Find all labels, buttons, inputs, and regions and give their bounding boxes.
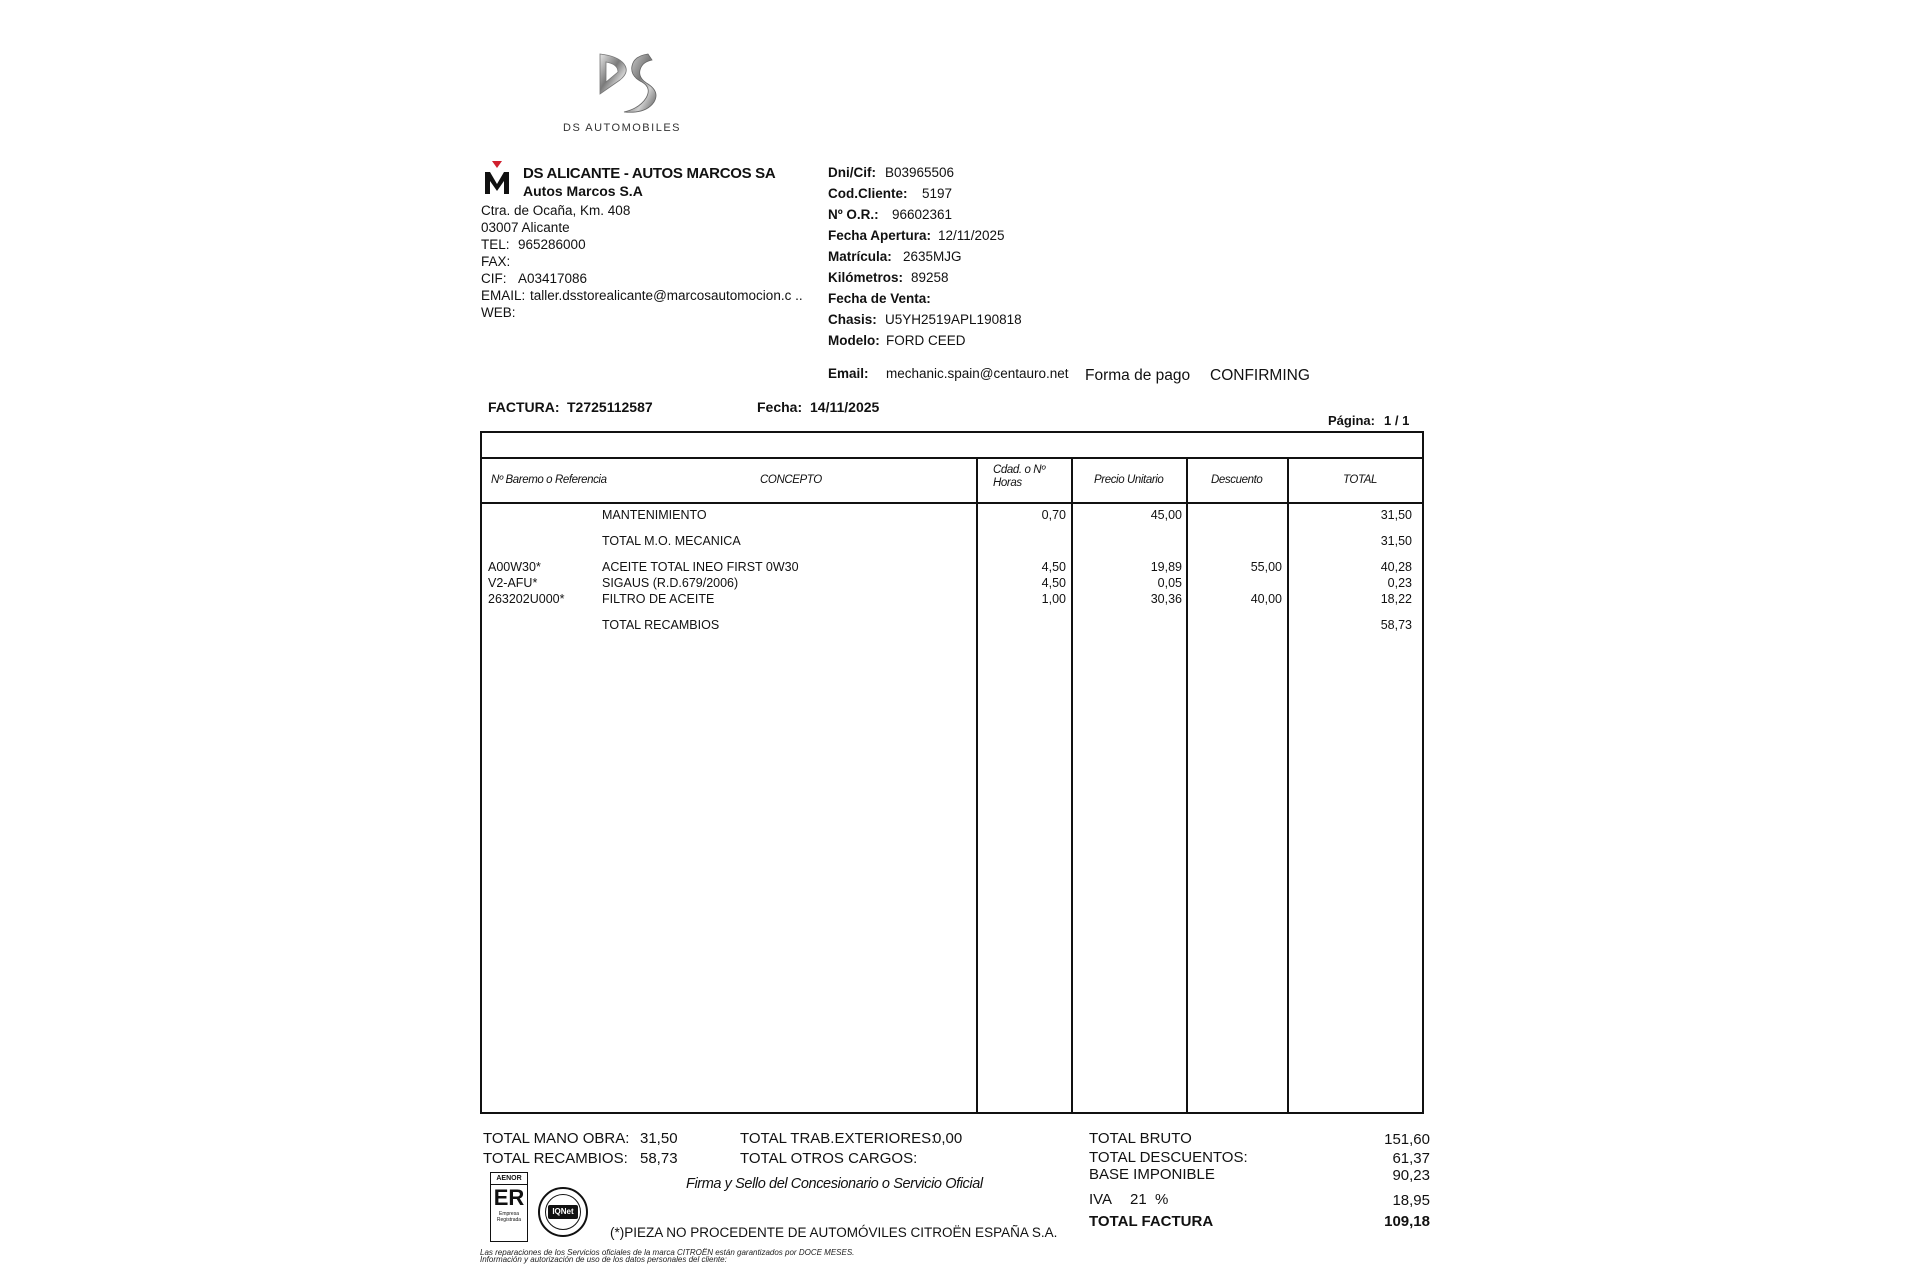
or-value: 96602361 xyxy=(892,207,953,222)
row-referencia: 263202U000* xyxy=(488,592,565,606)
dni-label: Dni/Cif: xyxy=(828,165,876,180)
aenor-label: AENOR xyxy=(491,1175,527,1185)
row-referencia: V2-AFU* xyxy=(488,576,538,590)
header-concepto: CONCEPTO xyxy=(760,474,822,486)
header-descuento: Descuento xyxy=(1211,474,1263,486)
factura-label: FACTURA: xyxy=(488,399,560,415)
dealer-fax-label: FAX: xyxy=(481,254,511,269)
fecha-value: 14/11/2025 xyxy=(810,399,880,415)
forma-pago-label: Forma de pago xyxy=(1085,367,1191,384)
chasis-value: U5YH2519APL190818 xyxy=(885,312,1022,327)
row-total: 31,50 xyxy=(1380,508,1412,522)
dealer-cif: A03417086 xyxy=(518,271,588,286)
factura-number: T2725112587 xyxy=(567,399,653,415)
row-concepto: SIGAUS (R.D.679/2006) xyxy=(602,576,739,590)
row-total: 40,28 xyxy=(1380,560,1412,574)
table-header-bottom-rule xyxy=(480,502,1424,504)
brand-logo-text: DS AUTOMOBILES xyxy=(563,122,681,134)
modelo-value: FORD CEED xyxy=(886,333,966,348)
col-divider-cantidad xyxy=(976,457,978,1114)
cod-cliente-label: Cod.Cliente: xyxy=(828,186,908,201)
iva-percent: 21 % xyxy=(1130,1191,1169,1208)
iqnet-seal xyxy=(538,1187,588,1237)
row-precio: 0,05 xyxy=(1157,576,1182,590)
kilometros-value: 89258 xyxy=(911,270,949,285)
total-mano-obra-label: TOTAL MANO OBRA: xyxy=(483,1130,630,1147)
total-recambios-value: 58,73 xyxy=(640,1150,678,1167)
row-cantidad: 0,70 xyxy=(1041,508,1066,522)
fecha-label: Fecha: xyxy=(757,399,803,415)
total-descuentos-label: TOTAL DESCUENTOS: xyxy=(1089,1149,1248,1166)
matricula-value: 2635MJG xyxy=(903,249,962,264)
pieza-notice: (*)PIEZA NO PROCEDENTE DE AUTOMÓVILES CITROËN ESPAÑA S.A. xyxy=(610,1225,1058,1240)
row-referencia: A00W30* xyxy=(488,560,541,574)
iva-value: 18,95 xyxy=(1392,1192,1430,1209)
privacy-fine-print: Información y autorización de uso de los datos personales del cliente: xyxy=(480,1255,727,1264)
header-total: TOTAL xyxy=(1343,474,1377,486)
total-descuentos-value: 61,37 xyxy=(1392,1150,1430,1167)
dealer-cif-label: CIF: xyxy=(481,271,507,286)
total-factura-value: 109,18 xyxy=(1384,1213,1430,1230)
row-cantidad: 1,00 xyxy=(1041,592,1066,606)
total-bruto-value: 151,60 xyxy=(1384,1131,1430,1148)
fecha-apertura-value: 12/11/2025 xyxy=(938,228,1005,243)
dealer-subname: Autos Marcos S.A xyxy=(523,183,643,199)
row-concepto: MANTENIMIENTO xyxy=(602,508,707,522)
row-descuento: 40,00 xyxy=(1250,592,1282,606)
autos-marcos-logo xyxy=(484,160,510,196)
kilometros-label: Kilómetros: xyxy=(828,270,904,285)
pagina-value: 1 / 1 xyxy=(1384,413,1410,428)
table-header-top-rule xyxy=(480,457,1424,459)
fecha-apertura-label: Fecha Apertura: xyxy=(828,228,932,243)
cod-cliente-value: 5197 xyxy=(922,186,953,201)
col-divider-total xyxy=(1287,457,1289,1114)
aenor-er-seal xyxy=(490,1172,528,1242)
row-cantidad: 4,50 xyxy=(1041,576,1066,590)
iqnet-label: IQNet xyxy=(548,1205,578,1219)
dealer-address-2: 03007 Alicante xyxy=(481,220,570,235)
empresa-registrada-label: Empresa Registrada xyxy=(496,1211,522,1223)
warranty-fine-print: Las reparaciones de los Servicios oficiales de la marca CITROËN están garantizados por DOCE MESES. xyxy=(480,1248,855,1257)
total-trab-ext-label: TOTAL TRAB.EXTERIORES: xyxy=(740,1130,936,1147)
row-precio: 45,00 xyxy=(1150,508,1182,522)
dni-value: B03965506 xyxy=(885,165,955,180)
firma-sello-label: Firma y Sello del Concesionario o Servicio Oficial xyxy=(686,1176,983,1192)
total-trab-ext-value: 0,00 xyxy=(933,1130,963,1147)
col-divider-precio xyxy=(1071,457,1073,1114)
row-precio: 19,89 xyxy=(1150,560,1182,574)
dealer-name: DS ALICANTE - AUTOS MARCOS SA xyxy=(523,165,776,182)
total-bruto-label: TOTAL BRUTO xyxy=(1089,1130,1192,1147)
matricula-label: Matrícula: xyxy=(828,249,892,264)
email-label: Email: xyxy=(828,366,869,381)
col-divider-descuento xyxy=(1186,457,1188,1114)
total-otros-cargos-label: TOTAL OTROS CARGOS: xyxy=(740,1150,918,1167)
row-concepto: FILTRO DE ACEITE xyxy=(602,592,715,606)
base-imponible-value: 90,23 xyxy=(1392,1167,1430,1184)
row-concepto: ACEITE TOTAL INEO FIRST 0W30 xyxy=(602,560,799,574)
header-horas: Horas xyxy=(993,477,1022,489)
fecha-venta-label: Fecha de Venta: xyxy=(828,291,931,306)
chasis-label: Chasis: xyxy=(828,312,877,327)
dealer-tel: 965286000 xyxy=(518,237,586,252)
total-factura-label: TOTAL FACTURA xyxy=(1089,1213,1214,1230)
total-recambios-label: TOTAL RECAMBIOS: xyxy=(483,1150,628,1167)
dealer-email: taller.dsstorealicante@marcosautomocion.c .. xyxy=(530,288,803,303)
dealer-web-label: WEB: xyxy=(481,305,516,320)
row-total: 18,22 xyxy=(1380,592,1412,606)
row-total: 0,23 xyxy=(1387,576,1412,590)
base-imponible-label: BASE IMPONIBLE xyxy=(1089,1166,1215,1183)
row-cantidad: 4,50 xyxy=(1041,560,1066,574)
row-descuento: 55,00 xyxy=(1250,560,1282,574)
row-total: 58,73 xyxy=(1380,618,1412,632)
header-referencia: Nº Baremo o Referencia xyxy=(491,474,607,486)
row-concepto: TOTAL RECAMBIOS xyxy=(602,618,720,632)
dealer-address-1: Ctra. de Ocaña, Km. 408 xyxy=(481,203,631,218)
row-precio: 30,36 xyxy=(1150,592,1182,606)
modelo-label: Modelo: xyxy=(828,333,880,348)
forma-pago-value: CONFIRMING xyxy=(1210,367,1310,384)
header-precio: Precio Unitario xyxy=(1094,474,1164,486)
dealer-tel-label: TEL: xyxy=(481,237,510,252)
total-mano-obra-value: 31,50 xyxy=(640,1130,678,1147)
er-mark: ER xyxy=(493,1185,525,1210)
dealer-email-label: EMAIL: xyxy=(481,288,526,303)
email-value: mechanic.spain@centauro.net xyxy=(886,366,1069,381)
row-concepto: TOTAL M.O. MECANICA xyxy=(602,534,741,548)
or-label: Nº O.R.: xyxy=(828,207,879,222)
ds-automobiles-logo xyxy=(590,50,670,120)
header-cantidad: Cdad. o Nº xyxy=(993,464,1045,476)
row-total: 31,50 xyxy=(1380,534,1412,548)
pagina-label: Página: xyxy=(1328,413,1375,428)
iva-label: IVA xyxy=(1089,1191,1113,1208)
